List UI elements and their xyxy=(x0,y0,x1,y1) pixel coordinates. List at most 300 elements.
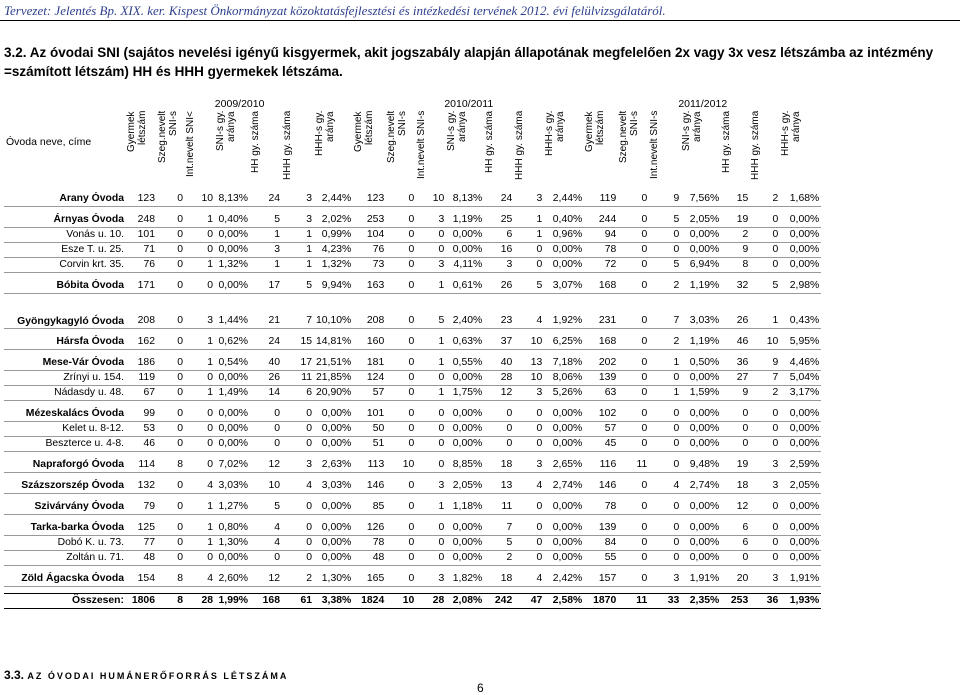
cell-value: 0 xyxy=(721,407,750,422)
cell-value: 8,13% xyxy=(215,192,250,207)
cell-value: 0 xyxy=(386,521,416,536)
cell-value: 7 xyxy=(750,371,780,386)
cell-value: 1,44% xyxy=(215,300,250,329)
cell-value: 0,00% xyxy=(681,371,721,386)
cell-value: 1 xyxy=(250,228,282,243)
cell-value: 0 xyxy=(416,407,446,422)
cell-value: 0 xyxy=(157,371,185,386)
table-row xyxy=(4,386,821,401)
cell-value: 0 xyxy=(282,500,314,515)
table-row xyxy=(4,258,821,273)
cell-value: 1 xyxy=(185,386,215,401)
cell-value: 3 xyxy=(282,213,314,228)
cell-value: 253 xyxy=(721,594,750,609)
cell-value: 0,00% xyxy=(780,437,821,452)
cell-value: 1 xyxy=(185,335,215,350)
cell-value: 5,26% xyxy=(544,386,584,401)
cell-value: 0,00% xyxy=(314,551,353,566)
cell-value: 0,00% xyxy=(215,551,250,566)
cell-value: 0 xyxy=(157,192,185,207)
cell-value: 46 xyxy=(721,335,750,350)
cell-value: 11 xyxy=(618,458,649,473)
cell-value: 0 xyxy=(514,243,544,258)
cell-value: 0,00% xyxy=(446,422,484,437)
cell-value: 0,80% xyxy=(215,521,250,536)
cell-value: 1,99% xyxy=(215,594,250,609)
cell-value: 5,04% xyxy=(780,371,821,386)
cell-value: 3 xyxy=(484,258,514,273)
cell-value: 76 xyxy=(353,243,386,258)
cell-value: 0,00% xyxy=(544,500,584,515)
table-row xyxy=(4,521,821,536)
cell-value: 10 xyxy=(514,335,544,350)
header-rule xyxy=(0,20,960,21)
cell-value: 0,00% xyxy=(780,228,821,243)
cell-value: 3 xyxy=(514,192,544,207)
cell-value: 0,00% xyxy=(544,407,584,422)
cell-value: 0 xyxy=(618,551,649,566)
cell-value: 123 xyxy=(353,192,386,207)
cell-value: 0 xyxy=(157,536,185,551)
column-header-label: HHH-s gy. aránya xyxy=(314,111,336,157)
cell-value: 9,94% xyxy=(314,279,353,294)
cell-value: 0 xyxy=(484,437,514,452)
cell-value: 3,17% xyxy=(780,386,821,401)
cell-value: 46 xyxy=(126,437,157,452)
cell-value: 146 xyxy=(353,479,386,494)
cell-value: 0 xyxy=(185,243,215,258)
year-header: 2009/2010 xyxy=(214,98,265,110)
cell-value: 9 xyxy=(721,386,750,401)
cell-value: 21 xyxy=(250,300,282,329)
cell-value: 36 xyxy=(721,356,750,371)
cell-value: 3 xyxy=(250,243,282,258)
cell-value: 0 xyxy=(618,258,649,273)
cell-value: 0,99% xyxy=(314,228,353,243)
cell-value: 17 xyxy=(250,279,282,294)
cell-value: 0,00% xyxy=(314,536,353,551)
cell-value: 0 xyxy=(386,258,416,273)
cell-value: 0,96% xyxy=(544,228,584,243)
cell-value: 8 xyxy=(157,572,185,587)
cell-value: 18 xyxy=(721,479,750,494)
cell-value: 2,05% xyxy=(681,213,721,228)
cell-value: 40 xyxy=(484,356,514,371)
column-header-label: Gyermek létszám xyxy=(126,111,148,152)
cell-value: 0 xyxy=(386,500,416,515)
kindergarten-name: Dobó K. u. 73. xyxy=(4,536,126,551)
cell-value: 3 xyxy=(649,572,681,587)
cell-value: 8 xyxy=(157,594,185,609)
cell-value: 0 xyxy=(750,500,780,515)
cell-value: 0,00% xyxy=(215,279,250,294)
year-header: 2011/2012 xyxy=(678,98,728,110)
cell-value: 28 xyxy=(484,371,514,386)
cell-value: 0,00% xyxy=(446,407,484,422)
cell-value: 0 xyxy=(250,422,282,437)
cell-value: 0 xyxy=(185,228,215,243)
column-header-label: HHH gy. száma xyxy=(282,111,293,181)
cell-value: 50 xyxy=(353,422,386,437)
cell-value: 4 xyxy=(250,536,282,551)
cell-value: 0 xyxy=(416,228,446,243)
cell-value: 20,90% xyxy=(314,386,353,401)
cell-value: 0,00% xyxy=(681,536,721,551)
cell-value: 6,25% xyxy=(544,335,584,350)
kindergarten-name: Napraforgó Óvoda xyxy=(4,458,126,473)
column-header xyxy=(750,111,780,186)
cell-value: 0 xyxy=(282,437,314,452)
cell-value: 2 xyxy=(282,572,314,587)
cell-value: 4,23% xyxy=(314,243,353,258)
cell-value: 8 xyxy=(157,458,185,473)
cell-value: 3,03% xyxy=(215,479,250,494)
cell-value: 1,92% xyxy=(544,300,584,329)
kindergarten-name: Beszterce u. 4-8. xyxy=(4,437,126,452)
cell-value: 0,00% xyxy=(215,407,250,422)
cell-value: 0,00% xyxy=(544,422,584,437)
cell-value: 26 xyxy=(250,371,282,386)
cell-value: 40 xyxy=(250,356,282,371)
cell-value: 168 xyxy=(250,594,282,609)
cell-value: 3,07% xyxy=(544,279,584,294)
cell-value: 3 xyxy=(282,458,314,473)
column-header-label: HH gy. száma xyxy=(721,111,733,174)
cell-value: 162 xyxy=(126,335,157,350)
kindergarten-name: Összesen: xyxy=(4,594,126,609)
cell-value: 4,46% xyxy=(780,356,821,371)
cell-value: 1,82% xyxy=(446,572,484,587)
cell-value: 0 xyxy=(514,551,544,566)
cell-value: 71 xyxy=(126,243,157,258)
cell-value: 9 xyxy=(721,243,750,258)
cell-value: 0 xyxy=(649,521,681,536)
cell-value: 1 xyxy=(416,500,446,515)
kindergarten-name: Nádasdy u. 48. xyxy=(4,386,126,401)
column-header xyxy=(126,111,157,186)
cell-value: 139 xyxy=(584,371,618,386)
cell-value: 17 xyxy=(282,356,314,371)
cell-value: 0 xyxy=(157,335,185,350)
cell-value: 53 xyxy=(126,422,157,437)
cell-value: 3 xyxy=(282,192,314,207)
column-header-label: Szeg.nevelt SNI-s xyxy=(386,111,409,164)
cell-value: 1,18% xyxy=(446,500,484,515)
cell-value: 2,74% xyxy=(681,479,721,494)
cell-value: 208 xyxy=(353,300,386,329)
cell-value: 0 xyxy=(416,458,446,473)
cell-value: 9 xyxy=(750,356,780,371)
cell-value: 1 xyxy=(185,521,215,536)
column-header-label: Szeg.nevelt SNI-s xyxy=(157,111,179,164)
cell-value: 24 xyxy=(250,335,282,350)
cell-value: 26 xyxy=(484,279,514,294)
cell-value: 12 xyxy=(250,458,282,473)
cell-value: 45 xyxy=(584,437,618,452)
cell-value: 5 xyxy=(250,213,282,228)
cell-value: 0,00% xyxy=(215,437,250,452)
kindergarten-name: Corvin krt. 35. xyxy=(4,258,126,273)
cell-value: 3 xyxy=(750,479,780,494)
cell-value: 0 xyxy=(514,521,544,536)
cell-value: 0 xyxy=(514,422,544,437)
cell-value: 0 xyxy=(750,258,780,273)
cell-value: 0 xyxy=(618,422,649,437)
cell-value: 2,74% xyxy=(544,479,584,494)
cell-value: 11 xyxy=(282,371,314,386)
cell-value: 77 xyxy=(126,536,157,551)
cell-value: 0 xyxy=(618,500,649,515)
cell-value: 202 xyxy=(584,356,618,371)
cell-value: 101 xyxy=(126,228,157,243)
cell-value: 0,40% xyxy=(215,213,250,228)
cell-value: 0 xyxy=(282,407,314,422)
cell-value: 0 xyxy=(750,422,780,437)
column-header-label: HHH-s gy. aránya xyxy=(544,111,567,157)
cell-value: 2,08% xyxy=(446,594,484,609)
cell-value: 3 xyxy=(750,458,780,473)
cell-value: 72 xyxy=(584,258,618,273)
cell-value: 114 xyxy=(126,458,157,473)
cell-value: 0 xyxy=(157,479,185,494)
cell-value: 19 xyxy=(721,458,750,473)
cell-value: 0 xyxy=(514,258,544,273)
cell-value: 0,00% xyxy=(446,243,484,258)
cell-value: 67 xyxy=(126,386,157,401)
cell-value: 0 xyxy=(386,300,416,329)
cell-value: 0 xyxy=(416,243,446,258)
cell-value: 14,81% xyxy=(314,335,353,350)
cell-value: 2,58% xyxy=(544,594,584,609)
cell-value: 0 xyxy=(721,422,750,437)
column-header xyxy=(584,111,618,186)
column-header xyxy=(780,111,821,186)
cell-value: 3,03% xyxy=(314,479,353,494)
cell-value: 168 xyxy=(584,335,618,350)
cell-value: 0 xyxy=(157,437,185,452)
table-row xyxy=(4,407,821,422)
cell-value: 15 xyxy=(282,335,314,350)
kindergarten-name: Arany Óvoda xyxy=(4,192,126,207)
cell-value: 0 xyxy=(386,422,416,437)
cell-value: 24 xyxy=(484,192,514,207)
cell-value: 3 xyxy=(750,572,780,587)
cell-value: 9 xyxy=(649,192,681,207)
cell-value: 10 xyxy=(185,192,215,207)
cell-value: 6 xyxy=(721,521,750,536)
cell-value: 0 xyxy=(618,572,649,587)
cell-value: 3 xyxy=(514,458,544,473)
cell-value: 0,54% xyxy=(215,356,250,371)
cell-value: 0 xyxy=(157,258,185,273)
cell-value: 0 xyxy=(649,500,681,515)
cell-value: 0,00% xyxy=(215,243,250,258)
cell-value: 0 xyxy=(618,371,649,386)
cell-value: 8,06% xyxy=(544,371,584,386)
cell-value: 0,00% xyxy=(780,536,821,551)
cell-value: 0,00% xyxy=(544,521,584,536)
cell-value: 55 xyxy=(584,551,618,566)
cell-value: 6 xyxy=(484,228,514,243)
cell-value: 8,85% xyxy=(446,458,484,473)
column-header-label: Int.nevelt SNI-s xyxy=(649,111,661,180)
cell-value: 94 xyxy=(584,228,618,243)
cell-value: 0 xyxy=(750,521,780,536)
cell-value: 0,00% xyxy=(544,243,584,258)
cell-value: 0,50% xyxy=(681,356,721,371)
cell-value: 186 xyxy=(126,356,157,371)
table-row xyxy=(4,356,821,371)
cell-value: 0,00% xyxy=(681,500,721,515)
table-row xyxy=(4,213,821,228)
cell-value: 0 xyxy=(649,458,681,473)
cell-value: 3 xyxy=(416,258,446,273)
kindergarten-name: Zrínyi u. 154. xyxy=(4,371,126,386)
table-row xyxy=(4,500,821,515)
cell-value: 0 xyxy=(649,243,681,258)
cell-value: 2,44% xyxy=(544,192,584,207)
cell-value: 1 xyxy=(185,213,215,228)
cell-value: 1,27% xyxy=(215,500,250,515)
cell-value: 36 xyxy=(750,594,780,609)
cell-value: 1 xyxy=(416,335,446,350)
cell-value: 0 xyxy=(618,386,649,401)
cell-value: 181 xyxy=(353,356,386,371)
cell-value: 0 xyxy=(618,437,649,452)
cell-value: 0 xyxy=(618,521,649,536)
cell-value: 123 xyxy=(126,192,157,207)
cell-value: 0,00% xyxy=(780,551,821,566)
cell-value: 11 xyxy=(484,500,514,515)
cell-value: 1,19% xyxy=(681,279,721,294)
cell-value: 0 xyxy=(416,521,446,536)
kindergarten-name: Hársfa Óvoda xyxy=(4,335,126,350)
table-row xyxy=(4,551,821,566)
cell-value: 10 xyxy=(750,335,780,350)
column-header-label: Int.nevelt SNI< xyxy=(185,111,196,177)
cell-value: 0 xyxy=(649,407,681,422)
cell-value: 0 xyxy=(750,536,780,551)
cell-value: 0 xyxy=(157,407,185,422)
table-row xyxy=(4,422,821,437)
cell-value: 1,32% xyxy=(314,258,353,273)
column-header xyxy=(446,111,484,186)
cell-value: 1,91% xyxy=(681,572,721,587)
kindergarten-name: Gyöngykagyló Óvoda xyxy=(4,300,126,329)
cell-value: 1 xyxy=(185,258,215,273)
cell-value: 2,60% xyxy=(215,572,250,587)
cell-value: 12 xyxy=(721,500,750,515)
cell-value: 0 xyxy=(721,437,750,452)
kindergarten-name: Kelet u. 8-12. xyxy=(4,422,126,437)
cell-value: 113 xyxy=(353,458,386,473)
cell-value: 1 xyxy=(649,356,681,371)
cell-value: 0,61% xyxy=(446,279,484,294)
footer-title-text: AZ ÓVODAI HUMÁNERŐFORRÁS LÉTSZÁMA xyxy=(27,671,289,681)
cell-value: 2,44% xyxy=(314,192,353,207)
cell-value: 0 xyxy=(386,192,416,207)
cell-value: 0,00% xyxy=(681,243,721,258)
cell-value: 0,00% xyxy=(446,521,484,536)
cell-value: 0 xyxy=(386,551,416,566)
cell-value: 20 xyxy=(721,572,750,587)
cell-value: 21,85% xyxy=(314,371,353,386)
kindergarten-name: Bóbita Óvoda xyxy=(4,279,126,294)
cell-value: 57 xyxy=(584,422,618,437)
cell-value: 160 xyxy=(353,335,386,350)
cell-value: 0 xyxy=(750,243,780,258)
cell-value: 0 xyxy=(514,437,544,452)
column-header xyxy=(649,111,681,186)
cell-value: 139 xyxy=(584,521,618,536)
cell-value: 1870 xyxy=(584,594,618,609)
cell-value: 32 xyxy=(721,279,750,294)
cell-value: 5 xyxy=(750,279,780,294)
cell-value: 16 xyxy=(484,243,514,258)
cell-value: 0,00% xyxy=(544,258,584,273)
footer-number: 3.3. xyxy=(4,668,25,682)
cell-value: 25 xyxy=(484,213,514,228)
cell-value: 154 xyxy=(126,572,157,587)
cell-value: 4 xyxy=(514,572,544,587)
cell-value: 0,00% xyxy=(780,422,821,437)
column-header-label: SNI-s gy. aránya xyxy=(215,111,237,152)
cell-value: 0 xyxy=(416,437,446,452)
cell-value: 3 xyxy=(416,479,446,494)
cell-value: 2 xyxy=(750,386,780,401)
cell-value: 0,00% xyxy=(446,551,484,566)
cell-value: 61 xyxy=(282,594,314,609)
cell-value: 3 xyxy=(185,300,215,329)
cell-value: 0 xyxy=(416,536,446,551)
footer-title xyxy=(4,668,288,682)
cell-value: 0,00% xyxy=(780,258,821,273)
cell-value: 18 xyxy=(484,572,514,587)
cell-value: 0 xyxy=(721,551,750,566)
cell-value: 5,95% xyxy=(780,335,821,350)
cell-value: 4,11% xyxy=(446,258,484,273)
column-header xyxy=(250,111,282,186)
cell-value: 5 xyxy=(282,279,314,294)
cell-value: 1 xyxy=(185,536,215,551)
cell-value: 1,68% xyxy=(780,192,821,207)
cell-value: 5 xyxy=(250,500,282,515)
cell-value: 4 xyxy=(282,479,314,494)
cell-value: 5 xyxy=(649,213,681,228)
table-row xyxy=(4,479,821,494)
column-header-label: Int.nevelt SNI-s xyxy=(416,111,428,180)
cell-value: 26 xyxy=(721,300,750,329)
cell-value: 0,00% xyxy=(780,500,821,515)
cell-value: 27 xyxy=(721,371,750,386)
cell-value: 101 xyxy=(353,407,386,422)
kindergarten-name: Mézeskalács Óvoda xyxy=(4,407,126,422)
kindergarten-name: Árnyas Óvoda xyxy=(4,213,126,228)
cell-value: 0 xyxy=(386,371,416,386)
cell-value: 33 xyxy=(649,594,681,609)
cell-value: 2,42% xyxy=(544,572,584,587)
kindergarten-name: Zöld Ágacska Óvoda xyxy=(4,572,126,587)
cell-value: 1,93% xyxy=(780,594,821,609)
cell-value: 0 xyxy=(157,551,185,566)
cell-value: 7 xyxy=(282,300,314,329)
cell-value: 0 xyxy=(185,458,215,473)
column-header-label: Gyermek létszám xyxy=(353,111,376,152)
cell-value: 0 xyxy=(386,335,416,350)
sni-table xyxy=(4,97,821,609)
table-row xyxy=(4,437,821,452)
cell-value: 0,00% xyxy=(780,243,821,258)
